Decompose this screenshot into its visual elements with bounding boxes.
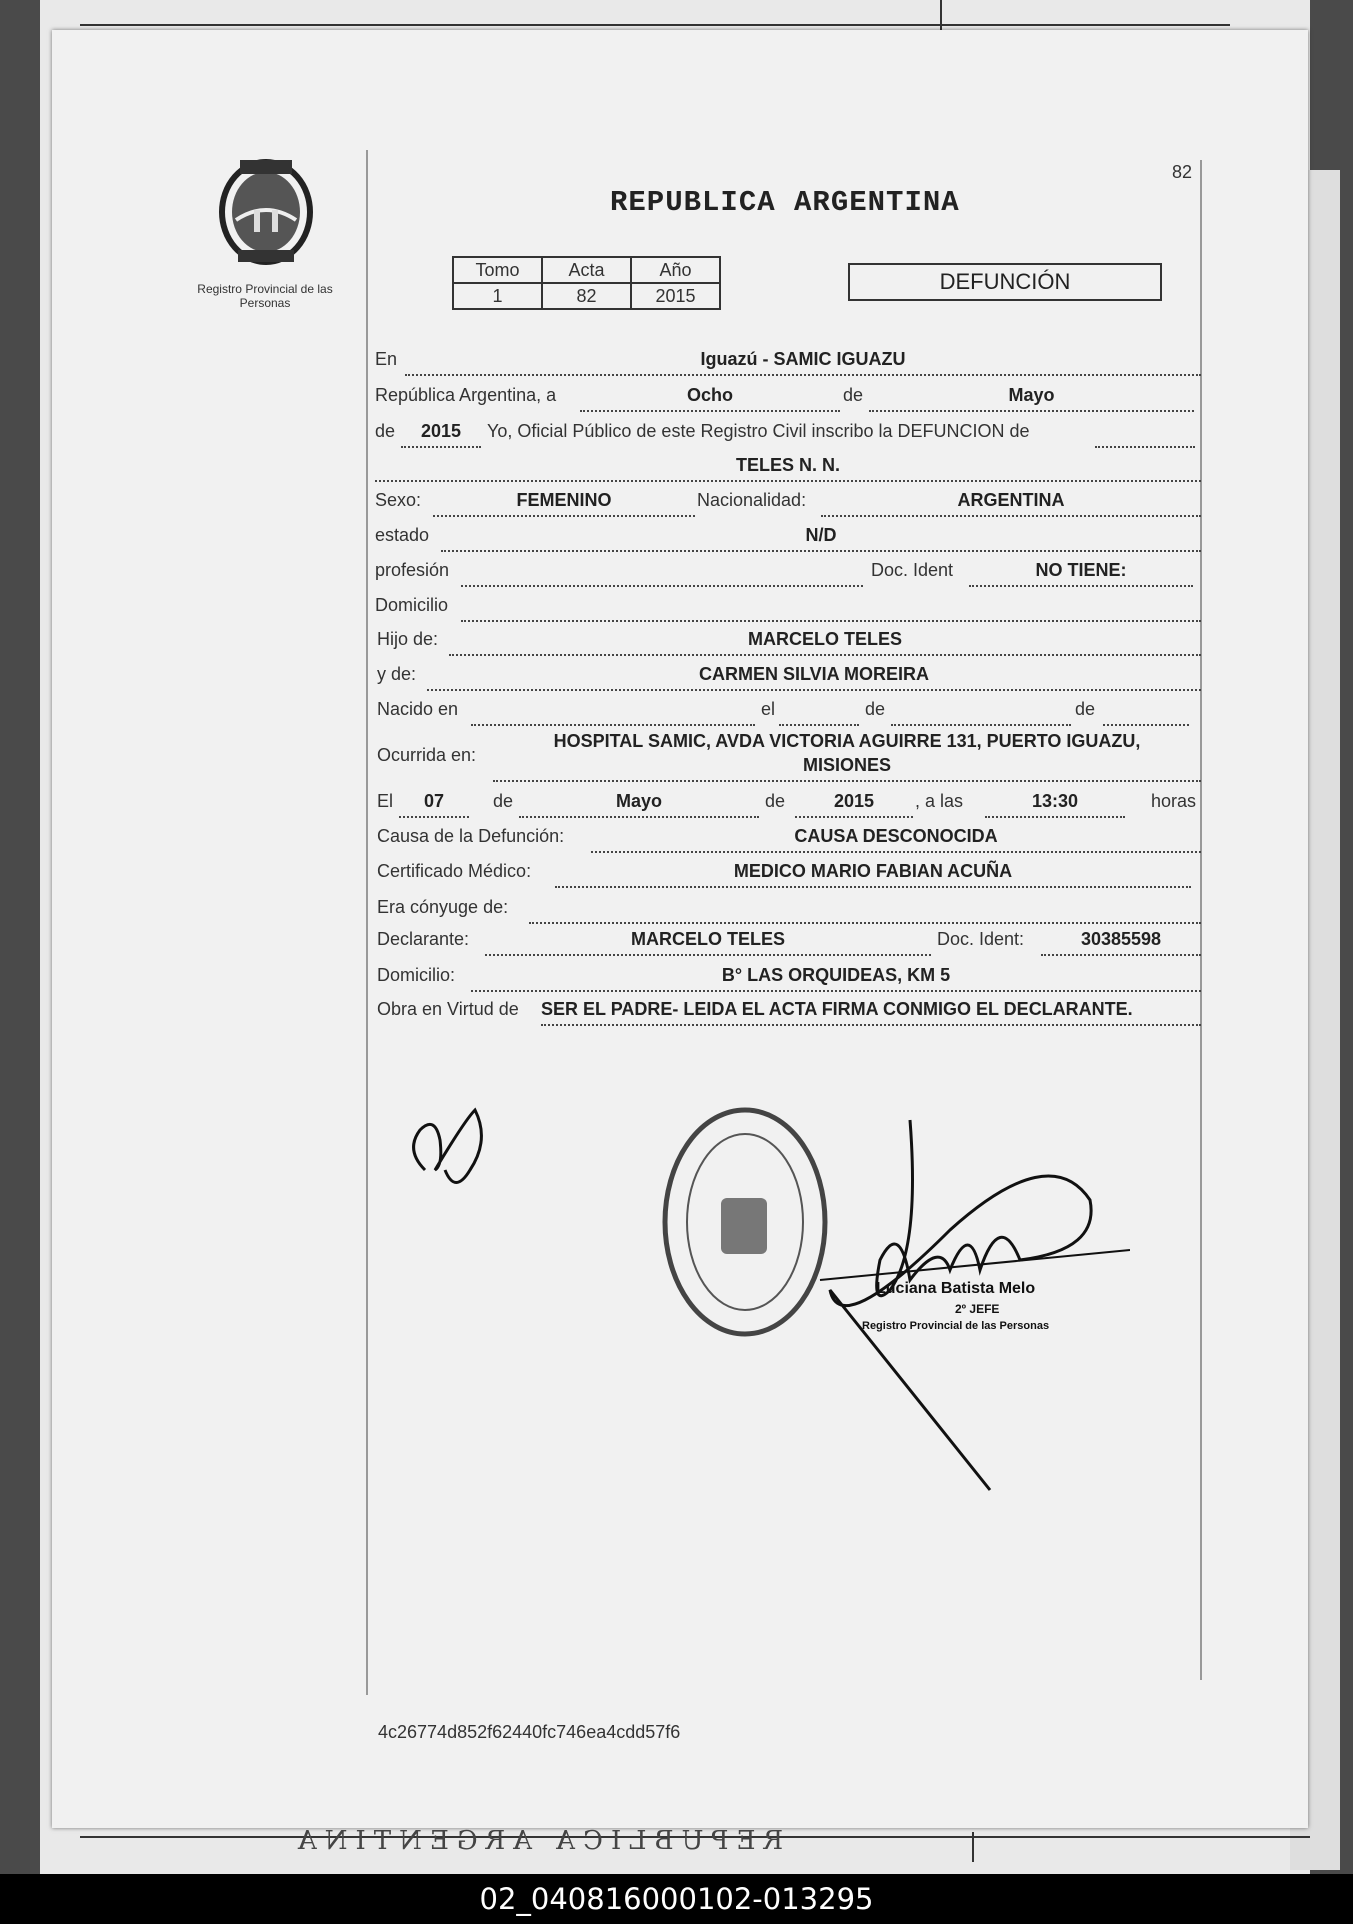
anio-value: 2015 [631, 283, 720, 309]
row-nombre [375, 454, 1201, 484]
label-conyuge: Era cónyuge de: [377, 897, 509, 917]
label-causa: Causa de la Defunción: [377, 826, 565, 846]
row-en [375, 348, 1201, 378]
label-de-nac-1: de [865, 699, 886, 719]
label-nacionalidad: Nacionalidad: [697, 490, 807, 510]
record-id-table [452, 256, 721, 310]
mirrored-underlying-text: REPUBLICA ARGENTINA [290, 1826, 784, 1856]
provincial-crest-icon [210, 150, 322, 270]
acta-header: Acta [542, 257, 631, 283]
row-sexo [375, 489, 1201, 519]
field-estado: N/D [441, 524, 1201, 552]
field-nacionalidad: ARGENTINA [821, 489, 1201, 517]
field-anio-fallec: 2015 [795, 790, 913, 818]
label-declarante: Declarante: [377, 929, 470, 949]
label-en: En [375, 349, 398, 369]
declarant-signature-icon [395, 1100, 495, 1200]
label-domicilio-2: Domicilio: [377, 965, 456, 985]
row-nacido [375, 698, 1201, 728]
label-profesion: profesión [375, 560, 450, 580]
label-ocurrida-en: Ocurrida en: [377, 745, 477, 765]
row-profesion [375, 559, 1201, 589]
field-mes: Mayo [519, 790, 759, 818]
label-hijo-de: Hijo de: [377, 629, 439, 649]
row-estado [375, 524, 1201, 554]
field-nacido-anio [1103, 698, 1189, 726]
registry-name: Registro Provincial de las Personas [197, 282, 333, 310]
tomo-value: 1 [453, 283, 542, 309]
field-anio: 2015 [401, 420, 481, 448]
field-dia-texto: Ocho [580, 384, 840, 412]
label-a-las: , a las [915, 791, 964, 811]
row-domicilio [375, 594, 1201, 624]
field-ocurrida-linea1: HOSPITAL SAMIC, AVDA VICTORIA AGUIRRE 131, PUERTO IGUAZU, [553, 731, 1141, 751]
field-profesion [461, 559, 863, 587]
record-type-box: DEFUNCIÓN [848, 263, 1162, 301]
row-oficial [375, 420, 1201, 450]
label-el: El [377, 791, 394, 811]
official-role: 2º JEFE [955, 1302, 1000, 1316]
background-rule-bottom-v [972, 1832, 974, 1862]
field-madre: CARMEN SILVIA MOREIRA [427, 663, 1201, 691]
row-causa [375, 825, 1201, 855]
label-sexo: Sexo: [375, 490, 422, 510]
tomo-header: Tomo [453, 257, 542, 283]
row-certificado [375, 860, 1201, 890]
label-de-1: de [843, 385, 864, 405]
row-fecha-texto [375, 384, 1201, 414]
label-obra: Obra en Virtud de [377, 999, 519, 1019]
field-obra: SER EL PADRE- LEIDA EL ACTA FIRMA CONMIGO EL DECLARANTE. [541, 998, 1201, 1026]
anio-header: Año [631, 257, 720, 283]
official-name: Luciana Batista Melo [876, 1280, 1036, 1297]
row-obra [375, 998, 1201, 1028]
document-hash: 4c26774d852f62440fc746ea4cdd57f6 [378, 1722, 681, 1742]
field-declarante-doc: 30385598 [1041, 928, 1201, 956]
field-doc-ident: NO TIENE: [969, 559, 1193, 587]
row-y-de [375, 663, 1201, 693]
label-doc-ident: Doc. Ident [871, 560, 954, 580]
field-nacido-mes [891, 698, 1071, 726]
field-declarante-domicilio: B° LAS ORQUIDEAS, KM 5 [471, 964, 1201, 992]
official-org: Registro Provincial de las Personas [862, 1320, 1050, 1332]
field-padre: MARCELO TELES [449, 628, 1201, 656]
label-doc-ident-2: Doc. Ident: [937, 929, 1025, 949]
official-signature-icon [770, 1100, 1130, 1500]
label-el-nac: el [761, 699, 776, 719]
field-nombre: TELES N. N. [375, 454, 1201, 482]
label-de-2: de [375, 421, 396, 441]
label-republica: República Argentina, a [375, 385, 557, 405]
field-hora: 13:30 [985, 790, 1125, 818]
field-mes-texto: Mayo [869, 384, 1194, 412]
field-lugar: Iguazú - SAMIC IGUAZU [405, 348, 1201, 376]
label-certificado: Certificado Médico: [377, 861, 532, 881]
label-oficial: Yo, Oficial Público de este Registro Civil inscribo la DEFUNCION de [487, 421, 1030, 441]
field-oficial-tail [1095, 420, 1195, 448]
label-de-f-2: de [765, 791, 786, 811]
label-de-nac-2: de [1075, 699, 1096, 719]
row-declarante [375, 928, 1201, 958]
left-margin-line [366, 150, 368, 1695]
page-title: REPUBLICA ARGENTINA [610, 186, 960, 219]
scan-id-footer: 02_040816000102-013295 [0, 1874, 1353, 1924]
page-number: 82 [1172, 162, 1193, 182]
field-certificado: MEDICO MARIO FABIAN ACUÑA [555, 860, 1191, 888]
row-domicilio-declarante [375, 964, 1201, 994]
field-nacido-dia [779, 698, 859, 726]
field-declarante: MARCELO TELES [485, 928, 931, 956]
row-conyuge [375, 896, 1201, 926]
label-domicilio: Domicilio [375, 595, 449, 615]
label-horas: horas [1151, 791, 1197, 811]
row-hijo-de [375, 628, 1201, 658]
background-rule [80, 24, 1230, 26]
field-sexo: FEMENINO [433, 489, 695, 517]
field-nacido-en [471, 698, 755, 726]
acta-value: 82 [542, 283, 631, 309]
field-dia: 07 [399, 790, 469, 818]
row-ocurrida [375, 730, 1201, 786]
label-de-f-1: de [493, 791, 514, 811]
field-domicilio [461, 594, 1201, 622]
label-nacido-en: Nacido en [377, 699, 459, 719]
field-causa: CAUSA DESCONOCIDA [591, 825, 1201, 853]
row-fecha-fallecimiento [375, 790, 1201, 820]
label-y-de: y de: [377, 664, 417, 684]
field-conyuge [529, 896, 1201, 924]
field-ocurrida-linea2: MISIONES [493, 754, 1201, 782]
label-estado: estado [375, 525, 430, 545]
